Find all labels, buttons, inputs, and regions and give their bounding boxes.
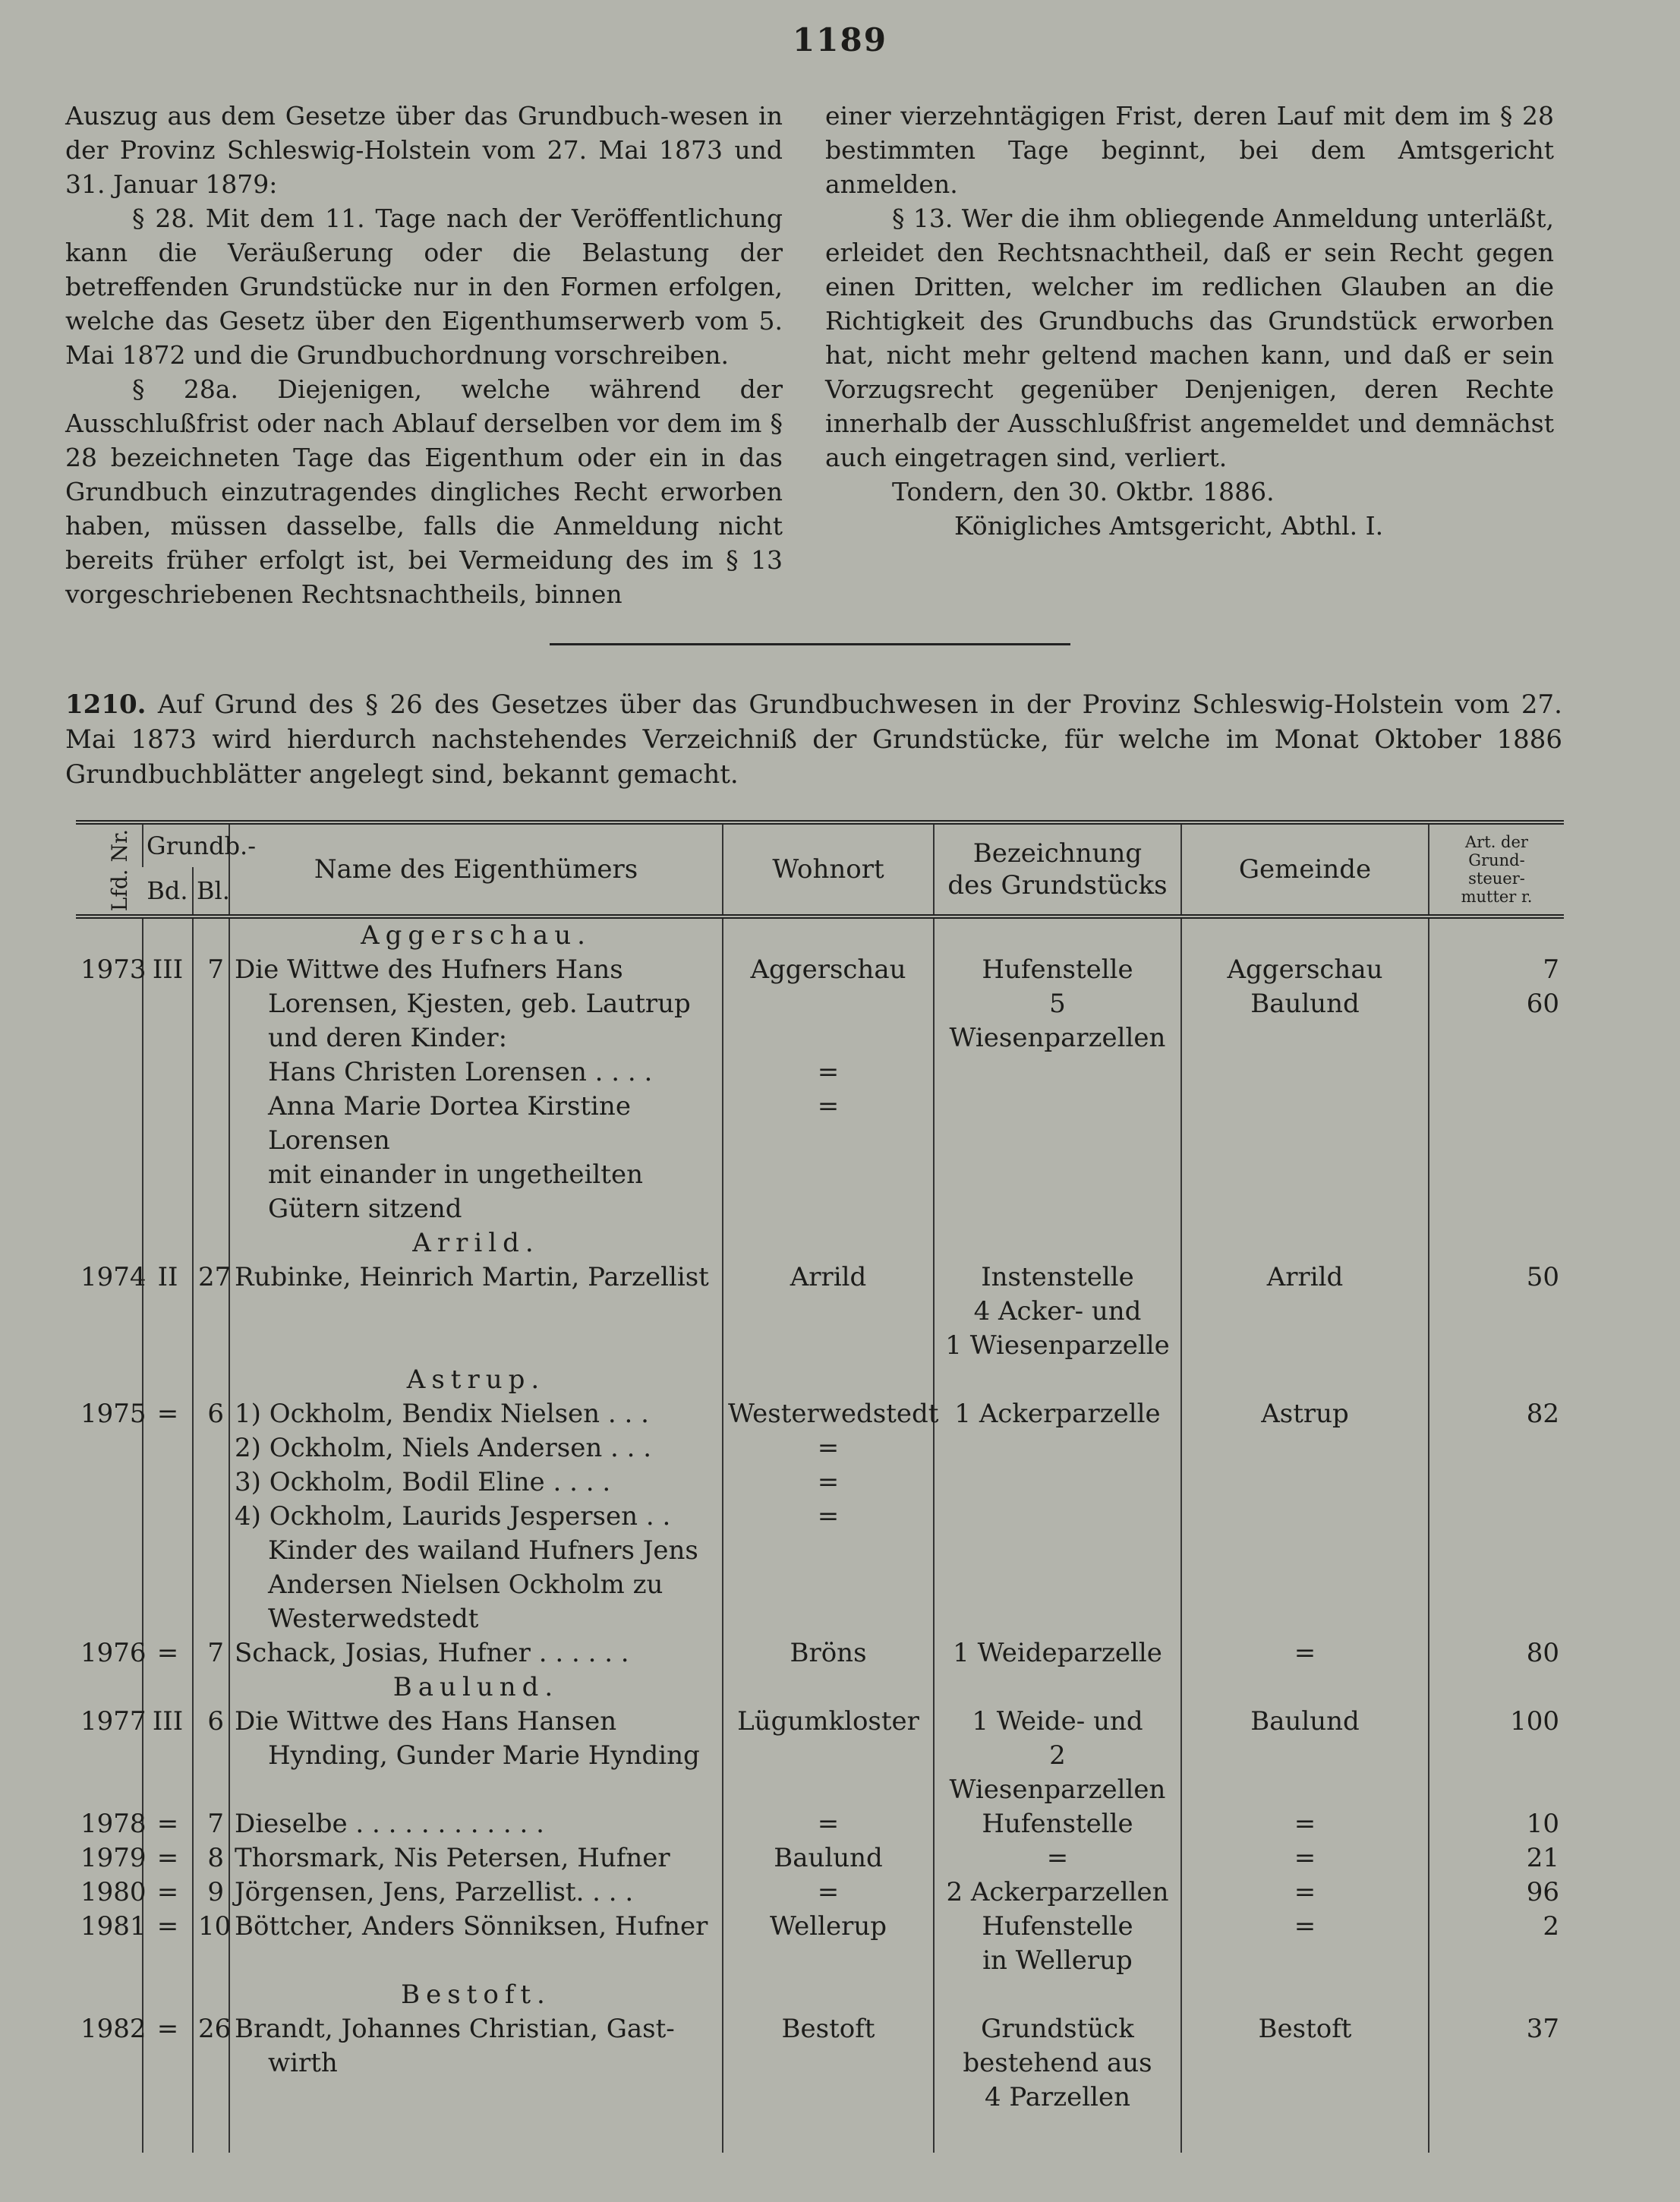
blatt-cell: 6 (193, 1397, 229, 1636)
entry-number: 1979 (80, 1843, 147, 1873)
blatt-cell: 6 (193, 1705, 229, 1807)
notice-text: Auf Grund des § 26 des Gesetzes über das Grundbuchwesen in der Provinz Schleswig-Holstein vom 27. Mai 1873 wird hierdurch nachstehendes Verzeichniß der Grundstücke, für welche im Monat Oktober 1886 Grundbuchblätter angelegt sind, bekannt gemacht. (65, 689, 1562, 790)
group-row (76, 916, 1564, 953)
wohnort-cell (723, 1807, 934, 1841)
land-register-table (76, 820, 1564, 2153)
empty-cell (76, 1670, 143, 1705)
gemeinde-cell (1181, 1875, 1429, 1910)
bezeichnung-cell-line: 2 Ackerparzellen (946, 1877, 1169, 1907)
artikel-cell (1429, 1807, 1564, 1841)
gemeinde-cell-line: = (1294, 1877, 1316, 1907)
empty-cell (76, 1363, 143, 1397)
wohnort-cell-line: = (817, 1809, 840, 1839)
empty-cell (934, 1363, 1181, 1397)
blatt-cell: 7 (193, 1636, 229, 1670)
band-cell: = (143, 2012, 193, 2153)
entry-number: 1973 (80, 954, 147, 985)
wohnort-cell-line: Wellerup (769, 1911, 887, 1942)
header-gemeinde: Gemeinde (1181, 822, 1429, 916)
owner-name (229, 1260, 723, 1363)
gemeinde-cell-line: = (1294, 1911, 1316, 1942)
entry-number: 1975 (80, 1399, 147, 1429)
empty-cell (1429, 1363, 1564, 1397)
wohnort-cell-line: Bröns (790, 1638, 867, 1668)
wohnort-cell (723, 1841, 934, 1875)
wohnort-cell-line: = (817, 1433, 840, 1463)
artikel-cell-line: 82 (1526, 1399, 1559, 1429)
owner-name-line: Thorsmark, Nis Petersen, Hufner (235, 1843, 670, 1873)
empty-cell (1429, 916, 1564, 953)
bezeichnung-cell (934, 1841, 1181, 1875)
owner-name-line: Hans Christen Lorensen . . . . (268, 1057, 653, 1087)
bezeichnung-cell-line: in Wellerup (982, 1945, 1133, 1976)
empty-cell (723, 1978, 934, 2012)
gemeinde-cell (1181, 1397, 1429, 1636)
empty-cell (193, 1978, 229, 2012)
group-row (76, 1226, 1564, 1260)
entry-number: 1982 (80, 2014, 147, 2044)
empty-cell (76, 916, 143, 953)
table-row (76, 2012, 1564, 2153)
owner-name-line: Lorensen (268, 1125, 390, 1156)
empty-cell (1181, 1363, 1429, 1397)
empty-cell (934, 916, 1181, 953)
bezeichnung-cell-line: 1 Wiesenparzelle (945, 1330, 1170, 1361)
empty-cell (723, 1670, 934, 1705)
wohnort-cell-line: = (817, 1467, 840, 1497)
wohnort-cell-line: Aggerschau (750, 954, 906, 985)
header-band: Bd. (143, 867, 193, 916)
empty-cell (143, 1363, 193, 1397)
artikel-cell (1429, 1397, 1564, 1636)
law-excerpt-left-column (65, 99, 783, 611)
entry-number: 1976 (80, 1638, 147, 1668)
empty-cell (1181, 1670, 1429, 1705)
artikel-cell-line: 10 (1526, 1809, 1559, 1839)
gemeinde-cell-line: Astrup (1261, 1399, 1349, 1429)
header-wohnort: Wohnort (723, 822, 934, 916)
gemeinde-cell (1181, 2012, 1429, 2153)
bezeichnung-cell-line: Instenstelle (981, 1262, 1134, 1292)
table-row (76, 1260, 1564, 1363)
artikel-cell (1429, 953, 1564, 1226)
wohnort-cell-line: = (817, 1057, 840, 1087)
owner-name-line: Gütern sitzend (268, 1194, 462, 1224)
empty-cell (723, 1226, 934, 1260)
artikel-cell-line: 21 (1526, 1843, 1559, 1873)
gemeinde-cell-line: Bestoft (1258, 2014, 1352, 2044)
bezeichnung-cell (934, 1807, 1181, 1841)
owner-name-line: und deren Kinder: (268, 1023, 508, 1053)
entry-number: 1980 (80, 1877, 147, 1907)
empty-cell (934, 1978, 1181, 2012)
blatt-cell: 8 (193, 1841, 229, 1875)
empty-cell (193, 916, 229, 953)
owner-name-line: Lorensen, Kjesten, geb. Lautrup (268, 989, 691, 1019)
wohnort-cell-line: Baulund (774, 1843, 883, 1873)
band-cell: III (143, 953, 193, 1226)
entry-number: 1978 (80, 1809, 147, 1839)
empty-cell (934, 1670, 1181, 1705)
entry-number: 1981 (80, 1911, 147, 1942)
artikel-cell-line: 50 (1526, 1262, 1559, 1292)
wohnort-cell-line: = (817, 1501, 840, 1532)
artikel-cell (1429, 1875, 1564, 1910)
page-number: 1189 (793, 21, 887, 58)
table-row (76, 1807, 1564, 1841)
empty-cell (1181, 916, 1429, 953)
notice-number: 1210. (65, 689, 147, 720)
owner-name-line: Andersen Nielsen Ockholm zu (268, 1569, 663, 1600)
owner-name (229, 1875, 723, 1910)
artikel-cell-line: 60 (1526, 989, 1559, 1019)
blatt-cell: 10 (193, 1910, 229, 1978)
table-row (76, 1841, 1564, 1875)
empty-cell (193, 1226, 229, 1260)
bezeichnung-cell (934, 1875, 1181, 1910)
gemeinde-cell (1181, 953, 1429, 1226)
header-bezeichnung: Bezeichnung des Grundstücks (934, 822, 1181, 916)
owner-name-line: Schack, Josias, Hufner . . . . . . (235, 1638, 629, 1668)
wohnort-cell (723, 953, 934, 1226)
group-name: Astrup. (229, 1363, 723, 1397)
owner-name-line: Jörgensen, Jens, Parzellist. . . . (235, 1877, 634, 1907)
empty-cell (934, 1226, 1181, 1260)
bezeichnung-cell-line: Grundstück (981, 2014, 1134, 2044)
bezeichnung-cell (934, 953, 1181, 1226)
owner-name (229, 1705, 723, 1807)
paragraph-28a: § 28a. Diejenigen, welche während der Ausschlußfrist oder nach Ablauf derselben vor dem im § 28 bezeichneten Tage das Eigenthum oder ein in das Grundbuch einzutragendes dingliches Recht erworben haben, müssen dasselbe, falls die Anmeldung nicht bereits früher erfolgt ist, bei Vermeidung des im § 13 vorgeschriebenen Rechtsnachtheils, binnen (65, 374, 783, 609)
table-row (76, 1397, 1564, 1636)
gemeinde-cell-line: Baulund (1250, 1706, 1360, 1737)
wohnort-cell-line (728, 1021, 928, 1055)
wohnort-cell-line: Bestoft (781, 2014, 875, 2044)
gemeinde-cell-line: Arrild (1266, 1262, 1344, 1292)
signature-court: Königliches Amtsgericht, Abthl. I. (954, 511, 1384, 541)
owner-name-line: wirth (268, 2048, 338, 2078)
owner-name (229, 1910, 723, 1978)
owner-name-line: Hynding, Gunder Marie Hynding (268, 1740, 700, 1771)
owner-name (229, 2012, 723, 2153)
artikel-cell-line: 100 (1510, 1706, 1559, 1737)
empty-cell (1429, 1670, 1564, 1705)
gemeinde-cell-line: = (1294, 1638, 1316, 1668)
owner-name (229, 1397, 723, 1636)
owner-name-line: Die Wittwe des Hans Hansen (235, 1706, 617, 1737)
wohnort-cell-line: Arrild (790, 1262, 867, 1292)
owner-name (229, 1807, 723, 1841)
owner-name-line: Brandt, Johannes Christian, Gast- (235, 2014, 675, 2044)
empty-cell (143, 916, 193, 953)
wohnort-cell (723, 1875, 934, 1910)
empty-cell (76, 1978, 143, 2012)
section-divider (550, 643, 1070, 645)
paragraph-28a-continued: einer vierzehntägigen Frist, deren Lauf mit dem im § 28 bestimmten Tage beginnt, bei dem Amtsgericht anmelden. (825, 101, 1554, 199)
gemeinde-cell (1181, 1636, 1429, 1670)
empty-cell (1429, 1978, 1564, 2012)
bezeichnung-cell-line: 5 Wiesenparzellen (949, 989, 1166, 1053)
paragraph-13: § 13. Wer die ihm obliegende Anmeldung unterläßt, erleidet den Rechtsnachtheil, daß er sein Recht gegen einen Dritten, welcher im redlichen Glauben an die Richtigkeit des Grundbuchs das Grundstück erworben hat, nicht mehr geltend machen kann, und daß er sein Vorzugsrecht gegenüber Denjenigen, deren Rechte innerhalb der Ausschlußfrist angemeldet und demnächst auch eingetragen sind, verliert. (825, 203, 1554, 472)
bezeichnung-cell (934, 1705, 1181, 1807)
gemeinde-cell-line: = (1294, 1809, 1316, 1839)
group-row (76, 1978, 1564, 2012)
bezeichnung-cell-line: 2 Wiesenparzellen (949, 1740, 1166, 1805)
wohnort-cell (723, 1397, 939, 1636)
empty-cell (143, 1670, 193, 1705)
table-row (76, 1636, 1564, 1670)
bezeichnung-cell-line: Hufenstelle (982, 954, 1133, 985)
wohnort-cell (723, 1910, 934, 1978)
owner-name (229, 953, 723, 1226)
blatt-cell: 7 (193, 1807, 229, 1841)
band-cell: = (143, 1636, 193, 1670)
blatt-cell: 26 (193, 2012, 229, 2153)
empty-cell (193, 1670, 229, 1705)
empty-cell (193, 1363, 229, 1397)
owner-name-line: 3) Ockholm, Bodil Eline . . . . (235, 1467, 611, 1497)
wohnort-cell-line: = (817, 1091, 840, 1122)
artikel-cell (1429, 1841, 1564, 1875)
wohnort-cell (723, 1705, 934, 1807)
group-row (76, 1363, 1564, 1397)
blatt-cell: 27 (193, 1260, 229, 1363)
bezeichnung-cell-line: Hufenstelle (982, 1809, 1133, 1839)
owner-name-line: Die Wittwe des Hufners Hans (235, 954, 623, 985)
band-cell: = (143, 1910, 193, 1978)
bezeichnung-cell-line: = (1046, 1843, 1069, 1873)
wohnort-cell-line: = (817, 1877, 840, 1907)
group-name: Bestoft. (229, 1978, 723, 2012)
band-cell: = (143, 1841, 193, 1875)
artikel-cell (1429, 1910, 1564, 1978)
owner-name-line: Kinder des wailand Hufners Jens (268, 1535, 698, 1566)
owner-name-line: Westerwedstedt (268, 1604, 479, 1634)
bezeichnung-cell-line: 1 Ackerparzelle (954, 1399, 1161, 1429)
table-row (76, 1910, 1564, 1978)
empty-cell (143, 1978, 193, 2012)
wohnort-cell (723, 2012, 934, 2153)
table-row (76, 1875, 1564, 1910)
paragraph-28: § 28. Mit dem 11. Tage nach der Veröffentlichung kann die Veräußerung oder die Belastung der betreffenden Grundstücke nur in den Formen erfolgen, welche das Gesetz über den Eigenthumserwerb vom 5. Mai 1872 und die Grundbuchordnung vorschreiben. (65, 203, 783, 370)
gemeinde-cell-line: Baulund (1250, 989, 1360, 1019)
owner-name-line: Anna Marie Dortea Kirstine (268, 1091, 631, 1122)
band-cell: = (143, 1397, 193, 1636)
gemeinde-cell (1181, 1705, 1429, 1807)
blatt-cell: 9 (193, 1875, 229, 1910)
entry-number: 1977 (80, 1706, 147, 1737)
header-blatt: Bl. (193, 867, 229, 916)
bezeichnung-cell-line: bestehend aus (963, 2048, 1152, 2078)
bezeichnung-cell (934, 1260, 1181, 1363)
owner-name-line: 2) Ockholm, Niels Andersen . . . (235, 1433, 652, 1463)
header-nr: Lfd. Nr. (76, 822, 143, 916)
bezeichnung-cell-line: 1 Weideparzelle (953, 1638, 1162, 1668)
empty-cell (723, 916, 934, 953)
wohnort-cell-line: Westerwedstedt (728, 1399, 939, 1429)
table-row (76, 953, 1564, 1226)
empty-cell (76, 1226, 143, 1260)
artikel-cell-line: 37 (1526, 2014, 1559, 2044)
table-row (76, 1705, 1564, 1807)
empty-cell (723, 1363, 934, 1397)
owner-name-line: Dieselbe . . . . . . . . . . . . (235, 1809, 544, 1839)
gemeinde-cell (1181, 1260, 1429, 1363)
bezeichnung-cell (934, 1397, 1181, 1636)
empty-cell (143, 1226, 193, 1260)
band-cell: = (143, 1875, 193, 1910)
bezeichnung-cell-line: 4 Parzellen (984, 2082, 1131, 2112)
empty-cell (1429, 1226, 1564, 1260)
excerpt-title: Auszug aus dem Gesetze über das Grundbuch-wesen in der Provinz Schleswig-Holstein vom 27. Mai 1873 und 31. Januar 1879: (65, 101, 783, 199)
band-cell: = (143, 1807, 193, 1841)
gemeinde-cell (1181, 1807, 1429, 1841)
group-name: Arrild. (229, 1226, 723, 1260)
artikel-cell-line: 96 (1526, 1877, 1559, 1907)
bezeichnung-cell-line: 4 Acker- und (973, 1296, 1142, 1327)
owner-name-line: 1) Ockholm, Bendix Nielsen . . . (235, 1399, 649, 1429)
entry-number: 1974 (80, 1262, 147, 1292)
wohnort-cell-line: Lügumkloster (737, 1706, 919, 1737)
owner-name-line: mit einander in ungetheilten (268, 1159, 643, 1190)
group-name: Baulund. (229, 1670, 723, 1705)
owner-name (229, 1841, 723, 1875)
artikel-cell-line: 2 (1543, 1911, 1559, 1942)
group-row (76, 1670, 1564, 1705)
bezeichnung-cell-line: 1 Weide- und (972, 1706, 1143, 1737)
owner-name-line: Rubinke, Heinrich Martin, Parzellist (235, 1262, 709, 1292)
header-artikel: Art. der Grund- steuer- mutter r. (1429, 822, 1564, 916)
owner-name (229, 1636, 723, 1670)
blatt-cell: 7 (193, 953, 229, 1226)
band-cell: III (143, 1705, 193, 1807)
artikel-cell (1429, 2012, 1564, 2153)
bezeichnung-cell (934, 1636, 1181, 1670)
empty-cell (1181, 1226, 1429, 1260)
band-cell: II (143, 1260, 193, 1363)
bezeichnung-cell (934, 2012, 1181, 2153)
gemeinde-cell-line: = (1294, 1843, 1316, 1873)
artikel-cell (1429, 1705, 1564, 1807)
gemeinde-cell-line: Aggerschau (1227, 954, 1383, 985)
header-name: Name des Eigenthümers (229, 822, 723, 916)
wohnort-cell-line (728, 987, 928, 1021)
artikel-cell (1429, 1260, 1564, 1363)
law-excerpt-right-column (825, 99, 1554, 543)
artikel-cell-line: 7 (1543, 954, 1559, 985)
gemeinde-cell (1181, 1841, 1429, 1875)
bezeichnung-cell-line: Hufenstelle (982, 1911, 1133, 1942)
wohnort-cell (723, 1260, 934, 1363)
artikel-cell (1429, 1636, 1564, 1670)
wohnort-cell (723, 1636, 934, 1670)
owner-name-line: 4) Ockholm, Laurids Jespersen . . (235, 1501, 671, 1532)
gemeinde-cell (1181, 1910, 1429, 1978)
owner-name-line: Böttcher, Anders Sönniksen, Hufner (235, 1911, 708, 1942)
notice-1210 (65, 687, 1562, 792)
group-name: Aggerschau. (229, 916, 723, 953)
empty-cell (1181, 1978, 1429, 2012)
bezeichnung-cell (934, 1910, 1181, 1978)
header-grundbuch: Grundb.- (143, 822, 229, 867)
artikel-cell-line: 80 (1526, 1638, 1559, 1668)
signature-date: Tondern, den 30. Oktbr. 1886. (892, 477, 1275, 506)
